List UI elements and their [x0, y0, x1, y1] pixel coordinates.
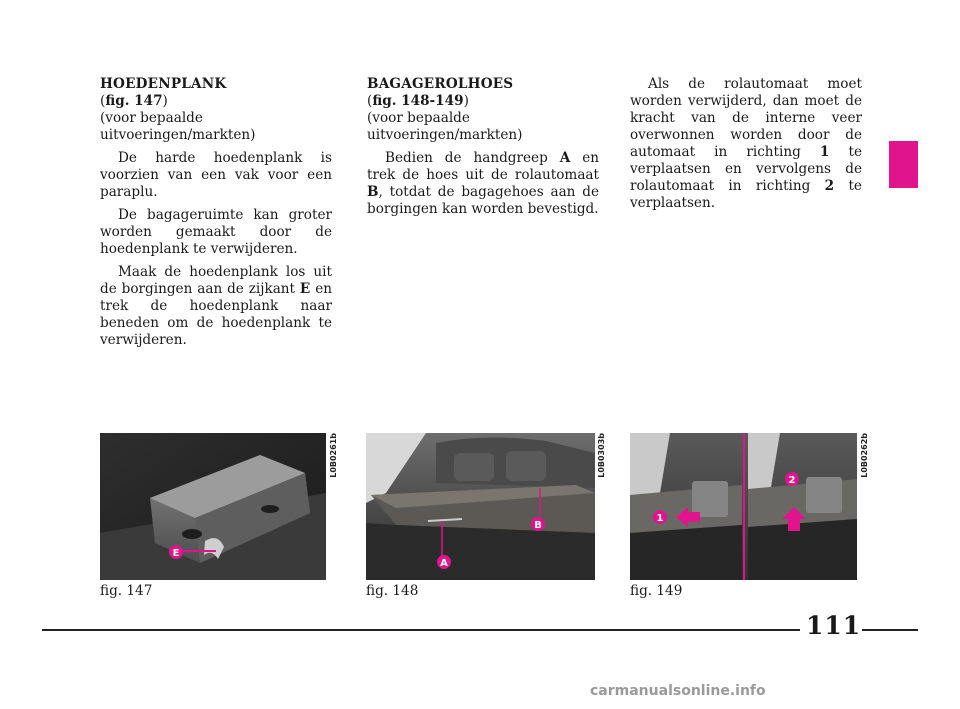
chapter-tab — [889, 141, 918, 188]
figure-caption: fig. 147 — [100, 583, 153, 599]
watermark: carmanualsonline.info — [590, 683, 766, 699]
column-bagagerolhoes — [367, 76, 599, 218]
figure-caption: fig. 149 — [630, 583, 683, 599]
label-2: 2 — [788, 475, 796, 486]
paragraph: Bedien de handgreep A en trek de hoes uit de rolautomaat B, totdat de bagagehoes aan de borgingen kan worden bevestigd. — [367, 150, 600, 217]
page-number: 111 — [806, 611, 862, 640]
column-rolautomaat — [630, 76, 862, 212]
note-line: uitvoeringen/markten) — [367, 127, 523, 143]
paragraph: Als de rolautomaat moet worden verwijderd, dan moet de kracht van de interne veer overwonnen worden door de automaat in richting 1 te verplaatsen en vervolgens de rolautomaat in richting 2 te verplaatsen. — [630, 76, 862, 211]
paragraph: De harde hoedenplank is voorzien van een vak voor een paraplu. — [100, 150, 332, 200]
footer-rule — [862, 629, 918, 631]
figure-reference: (fig. 147) — [100, 93, 168, 109]
heading-bagagerolhoes: BAGAGEROLHOES — [367, 76, 514, 92]
figure-code: L0B0261b — [329, 433, 338, 478]
label-B: B — [534, 520, 542, 531]
figure-caption: fig. 148 — [366, 583, 419, 599]
hat-shelf-illustration — [100, 433, 326, 580]
note-line: uitvoeringen/markten) — [100, 127, 256, 143]
figure-147-photo — [100, 433, 326, 580]
note-line: (voor bepaalde — [367, 110, 470, 126]
label-E: E — [172, 548, 180, 559]
figure-149-photo — [630, 433, 857, 580]
figure-code: L0B0262b — [860, 433, 869, 478]
paragraph: Maak de hoedenplank los uit de borgingen aan de zijkant E en trek de hoedenplank naar beneden om de hoedenplank te verwijderen. — [100, 264, 332, 348]
footer-rule — [42, 629, 800, 631]
column-hoedenplank — [100, 76, 332, 349]
label-1: 1 — [656, 513, 664, 524]
figure-code: L0B0303b — [597, 433, 606, 478]
heading-hoedenplank: HOEDENPLANK — [100, 76, 227, 92]
luggage-cover-illustration — [366, 433, 595, 580]
figure-reference: (fig. 148-149) — [367, 93, 469, 109]
roller-blind-removal-illustration — [630, 433, 857, 580]
figure-148-photo — [366, 433, 595, 580]
paragraph: De bagageruimte kan groter worden gemaakt door de hoedenplank te verwijderen. — [100, 207, 332, 257]
note-line: (voor bepaalde — [100, 110, 203, 126]
label-A: A — [440, 558, 448, 569]
